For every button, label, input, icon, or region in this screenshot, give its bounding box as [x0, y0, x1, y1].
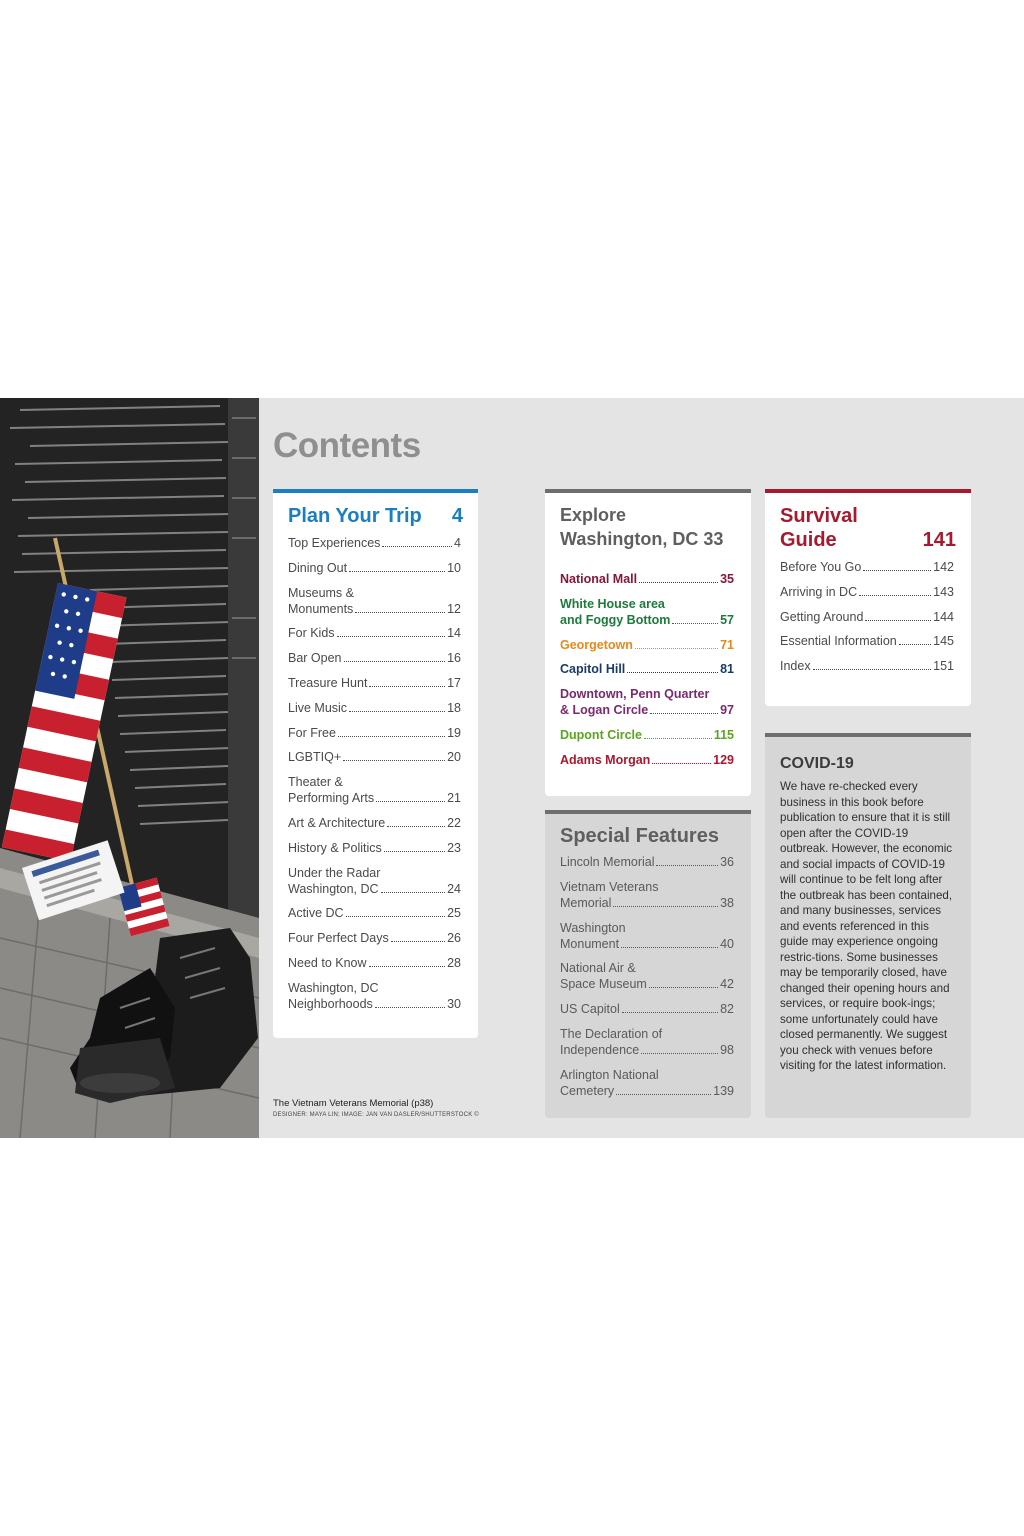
photo-caption: The Vietnam Veterans Memorial (p38)	[273, 1098, 434, 1109]
toc-entry[interactable]	[288, 930, 461, 946]
toc-entry[interactable]	[560, 571, 734, 587]
toc-entry-label: LGBTIQ+	[288, 750, 342, 765]
memorial-photo	[0, 398, 259, 1138]
toc-entry-page: 139	[713, 1083, 734, 1098]
toc-entry-label: Top Experiences	[288, 536, 381, 550]
leader-dots	[621, 947, 718, 948]
toc-entry-page: 98	[720, 1043, 734, 1057]
leader-dots	[382, 546, 452, 547]
toc-entry-page: 30	[447, 996, 461, 1011]
toc-entry[interactable]	[560, 727, 734, 743]
toc-entry-page: 115	[713, 728, 734, 742]
toc-entry[interactable]	[288, 535, 461, 551]
toc-entry[interactable]	[288, 585, 461, 617]
leader-dots	[616, 1094, 711, 1095]
toc-entry-label-line1: The Declaration of	[560, 1027, 663, 1041]
toc-entry[interactable]	[560, 637, 734, 653]
toc-entry[interactable]	[288, 840, 461, 856]
toc-entry-page: 12	[447, 601, 461, 616]
toc-entry-label: Treasure Hunt	[288, 676, 368, 690]
toc-entry[interactable]	[288, 815, 461, 831]
toc-entry[interactable]	[288, 955, 461, 971]
toc-entry-label-line1: Downtown, Penn Quarter	[560, 687, 710, 702]
plan-your-trip-card	[273, 489, 478, 1038]
toc-entry-label: Before You Go	[780, 560, 862, 574]
toc-entry-label: For Free	[288, 725, 336, 740]
toc-entry[interactable]	[288, 560, 461, 576]
toc-entry[interactable]	[780, 658, 954, 674]
toc-entry[interactable]	[288, 625, 461, 641]
leader-dots	[387, 826, 445, 827]
toc-entry-label: Need to Know	[288, 956, 367, 970]
leader-dots	[641, 1053, 718, 1054]
toc-entry[interactable]	[288, 774, 461, 806]
toc-entry[interactable]	[560, 879, 734, 911]
toc-entry-page: 23	[447, 840, 461, 855]
toc-entry-label-line1: White House area	[560, 596, 665, 611]
toc-entry-page: 24	[447, 881, 461, 896]
leader-dots	[865, 620, 931, 621]
photo-credit: DESIGNER: MAYA LIN; IMAGE: JAN VAN DASLER/SHUTTERSTOCK ©	[273, 1112, 479, 1118]
toc-entry-label: National Mall	[560, 572, 638, 586]
toc-entry[interactable]	[288, 700, 461, 716]
special-features-card	[545, 810, 751, 1118]
toc-entry-page: 142	[933, 560, 954, 574]
toc-entry-label: Four Perfect Days	[288, 931, 389, 946]
toc-entry[interactable]	[288, 749, 461, 765]
toc-entry-label: Art & Architecture	[288, 816, 386, 830]
toc-entry-page: 42	[720, 977, 734, 992]
toc-entry-label: Monument	[560, 936, 620, 951]
toc-entry-page: 81	[720, 662, 734, 677]
toc-entry-label-line1: Arlington National	[560, 1067, 659, 1082]
explore-heading: Explore Washington, DC 33	[560, 505, 724, 549]
page-title: Contents	[273, 426, 421, 465]
toc-entry-page: 82	[720, 1002, 734, 1017]
covid-card	[765, 733, 971, 1118]
toc-entry-page: 18	[447, 700, 461, 715]
toc-entry-label: Performing Arts	[288, 791, 375, 806]
leader-dots	[384, 851, 445, 852]
toc-entry[interactable]	[288, 905, 461, 921]
toc-entry-label-line1: Vietnam Veterans	[560, 879, 659, 894]
leader-dots	[639, 582, 718, 583]
toc-entry-label: Bar Open	[288, 651, 342, 666]
toc-entry-label: Georgetown	[560, 637, 633, 652]
toc-entry-label-line1: Museums &	[288, 585, 354, 600]
toc-entry-page: 16	[447, 651, 461, 666]
toc-entry-page: 97	[720, 703, 734, 718]
toc-entry[interactable]	[560, 960, 734, 992]
toc-entry[interactable]	[780, 584, 954, 600]
toc-entry-label: Getting Around	[780, 609, 864, 624]
toc-entry-label-line1: National Air &	[560, 961, 636, 976]
leader-dots	[652, 763, 711, 764]
toc-entry[interactable]	[288, 675, 461, 691]
toc-entry-label: Arriving in DC	[780, 584, 858, 599]
leader-dots	[899, 644, 931, 645]
leader-dots	[635, 648, 718, 649]
leader-dots	[649, 987, 718, 988]
toc-entry-page: 17	[447, 676, 461, 690]
covid-heading: COVID-19	[780, 755, 854, 772]
contents-page	[0, 398, 1024, 1138]
leader-dots	[613, 906, 718, 907]
toc-entry[interactable]	[560, 596, 734, 628]
leader-dots	[344, 661, 446, 662]
toc-entry-label: Memorial	[560, 895, 612, 910]
toc-entry-label: Cemetery	[560, 1083, 615, 1098]
toc-entry-label: Capitol Hill	[560, 662, 626, 677]
leader-dots	[337, 636, 446, 637]
toc-entry-page: 38	[720, 895, 734, 910]
toc-entry-label: Neighborhoods	[288, 996, 373, 1011]
toc-entry-page: 151	[933, 659, 954, 674]
toc-entry-page: 25	[447, 906, 461, 921]
toc-entry-label: Index	[780, 659, 811, 674]
toc-entry[interactable]	[560, 752, 734, 768]
toc-entry-page: 57	[720, 612, 734, 627]
leader-dots	[376, 801, 445, 802]
leader-dots	[349, 571, 445, 572]
leader-dots	[338, 736, 445, 737]
toc-entry-page: 35	[720, 572, 734, 586]
leader-dots	[369, 966, 446, 967]
toc-entry-label: Monuments	[288, 601, 354, 616]
toc-entry-page: 22	[447, 816, 461, 830]
leader-dots	[650, 713, 718, 714]
special-features-heading: Special Features	[560, 825, 719, 847]
survival-guide-heading: Survival Guide 141	[780, 505, 956, 551]
toc-entry-label: Essential Information	[780, 634, 897, 649]
toc-entry-page: 129	[713, 752, 734, 767]
toc-entry-page: 4	[454, 536, 461, 550]
toc-entry[interactable]	[560, 661, 734, 677]
leader-dots	[369, 686, 445, 687]
plan-your-trip-heading: Plan Your Trip 4	[288, 505, 463, 527]
toc-entry[interactable]	[780, 633, 954, 649]
toc-entry-label: Independence	[560, 1043, 640, 1057]
leader-dots	[644, 738, 712, 739]
toc-entry-page: 40	[720, 936, 734, 951]
leader-dots	[375, 1007, 445, 1008]
explore-card	[545, 489, 751, 796]
toc-entry-label: History & Politics	[288, 840, 382, 855]
toc-entry-label: Dupont Circle	[560, 728, 642, 742]
toc-entry[interactable]	[560, 1026, 734, 1058]
toc-entry-page: 71	[720, 637, 734, 652]
leader-dots	[349, 711, 445, 712]
toc-entry[interactable]	[288, 650, 461, 666]
toc-entry-label-line1: Washington	[560, 920, 626, 935]
toc-entry[interactable]	[560, 1067, 734, 1099]
leader-dots	[391, 941, 445, 942]
toc-entry-page: 145	[933, 634, 954, 649]
leader-dots	[343, 760, 445, 761]
toc-entry-label: Washington, DC	[288, 881, 379, 896]
toc-entry-page: 14	[447, 626, 461, 641]
leader-dots	[656, 865, 718, 866]
toc-entry-page: 20	[447, 750, 461, 765]
toc-entry[interactable]	[780, 609, 954, 625]
toc-entry-label-line1: Theater &	[288, 775, 343, 790]
toc-entry-label: US Capitol	[560, 1002, 620, 1017]
covid-text: We have re-checked every business in this book before publication to ensure that it is still open after the COVID-19 outbreak. However, the economic and social impacts of COVID-19 will continue to be felt long after the outbreak has been contained, and many businesses, services and events referenced in this guide may experience ongoing restric-tions. Some businesses may be temporarily closed, have changed their opening hours and services, or require book-ings; some unfortunately could have closed permanently. We suggest you check with venues before visiting for the latest information.	[780, 780, 953, 1072]
toc-entry-page: 21	[447, 791, 461, 806]
memorial-photo-illustration	[0, 398, 259, 1138]
toc-entry-label-line1: Under the Radar	[288, 865, 381, 880]
toc-entry-label: For Kids	[288, 626, 335, 641]
toc-entry[interactable]	[560, 854, 734, 870]
leader-dots	[813, 669, 932, 670]
toc-entry-label: Space Museum	[560, 977, 647, 992]
toc-entry-label: Lincoln Memorial	[560, 855, 655, 869]
leader-dots	[622, 1012, 718, 1013]
toc-entry-page: 36	[720, 855, 734, 869]
toc-entry[interactable]	[288, 725, 461, 741]
toc-entry-label-line1: Washington, DC	[288, 980, 379, 995]
toc-entry-page: 26	[447, 931, 461, 946]
toc-entry-label: Dining Out	[288, 560, 348, 575]
leader-dots	[381, 892, 446, 893]
toc-entry[interactable]	[288, 865, 461, 897]
leader-dots	[355, 612, 445, 613]
toc-entry-page: 144	[933, 609, 954, 624]
toc-entry-page: 19	[447, 725, 461, 740]
toc-entry-label: and Foggy Bottom	[560, 612, 671, 627]
leader-dots	[863, 570, 931, 571]
toc-entry-page: 28	[447, 956, 461, 970]
toc-entry-label: Active DC	[288, 906, 344, 921]
leader-dots	[672, 623, 718, 624]
toc-entry-label: Adams Morgan	[560, 752, 651, 767]
toc-entry[interactable]	[560, 1001, 734, 1017]
toc-entry-page: 10	[447, 560, 461, 575]
leader-dots	[859, 595, 931, 596]
leader-dots	[627, 672, 718, 673]
toc-entry[interactable]	[780, 559, 954, 575]
toc-entry[interactable]	[560, 920, 734, 952]
survival-guide-card	[765, 489, 971, 706]
toc-entry-page: 143	[933, 584, 954, 599]
leader-dots	[346, 916, 446, 917]
toc-entry-label: & Logan Circle	[560, 703, 649, 718]
toc-entry-label: Live Music	[288, 700, 348, 715]
toc-entry[interactable]	[560, 686, 734, 718]
toc-entry[interactable]	[288, 980, 461, 1012]
